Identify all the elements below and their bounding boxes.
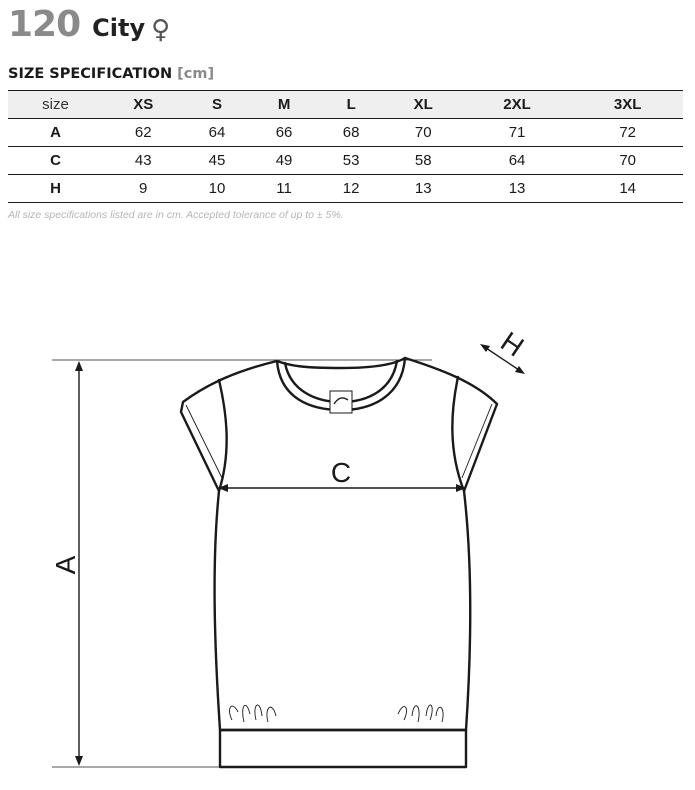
hem-band (220, 730, 466, 767)
left-sleeve-stitch (186, 405, 222, 478)
table-cell: 10 (183, 175, 250, 203)
table-cell: 13 (385, 175, 462, 203)
table-cell: 13 (462, 175, 573, 203)
row-label: C (8, 147, 103, 175)
row-label: A (8, 119, 103, 147)
model-name: City (92, 14, 146, 42)
collar-label (330, 391, 352, 413)
table-cell: 43 (103, 147, 183, 175)
table-cell: 49 (251, 147, 318, 175)
table-cell: 9 (103, 175, 183, 203)
table-cell: 14 (572, 175, 683, 203)
h-arrow-top (480, 344, 490, 352)
table-cell: 64 (183, 119, 250, 147)
spec-unit: [cm] (177, 66, 215, 82)
table-cell: 71 (462, 119, 573, 147)
table-cell: 64 (462, 147, 573, 175)
tolerance-note: All size specifications listed are in cm. Accepted tolerance of up to ± 5%. (8, 209, 344, 221)
table-cell: 68 (318, 119, 385, 147)
spec-title-text: SIZE SPECIFICATION (8, 66, 173, 82)
right-sleeve-seam (452, 377, 464, 491)
table-cell: 62 (103, 119, 183, 147)
size-header: XL (385, 91, 462, 119)
size-header: M (251, 91, 318, 119)
a-arrow-bottom (75, 756, 83, 766)
right-sleeve-stitch (462, 404, 492, 478)
table-cell: 72 (572, 119, 683, 147)
size-header: S (183, 91, 250, 119)
table-cell: 58 (385, 147, 462, 175)
size-column-label: size (8, 91, 103, 119)
a-arrow-top (75, 361, 83, 371)
row-label: H (8, 175, 103, 203)
table-cell: 70 (572, 147, 683, 175)
neckline-inner (277, 358, 405, 368)
model-number: 120 (8, 4, 81, 45)
size-header: 2XL (462, 91, 573, 119)
gather-right (398, 705, 443, 722)
table-cell: 12 (318, 175, 385, 203)
gather-left (230, 705, 276, 722)
size-header: XS (103, 91, 183, 119)
size-header: L (318, 91, 385, 119)
h-label: H (495, 325, 530, 363)
size-header: 3XL (572, 91, 683, 119)
table-cell: 11 (251, 175, 318, 203)
c-label: C (330, 457, 352, 488)
a-label: A (50, 555, 81, 575)
table-cell: 70 (385, 119, 462, 147)
tshirt-outline (181, 358, 497, 730)
table-cell: 66 (251, 119, 318, 147)
female-icon: ♀ (151, 15, 171, 45)
h-arrow-bottom (515, 366, 525, 374)
table-cell: 53 (318, 147, 385, 175)
table-cell: 45 (183, 147, 250, 175)
